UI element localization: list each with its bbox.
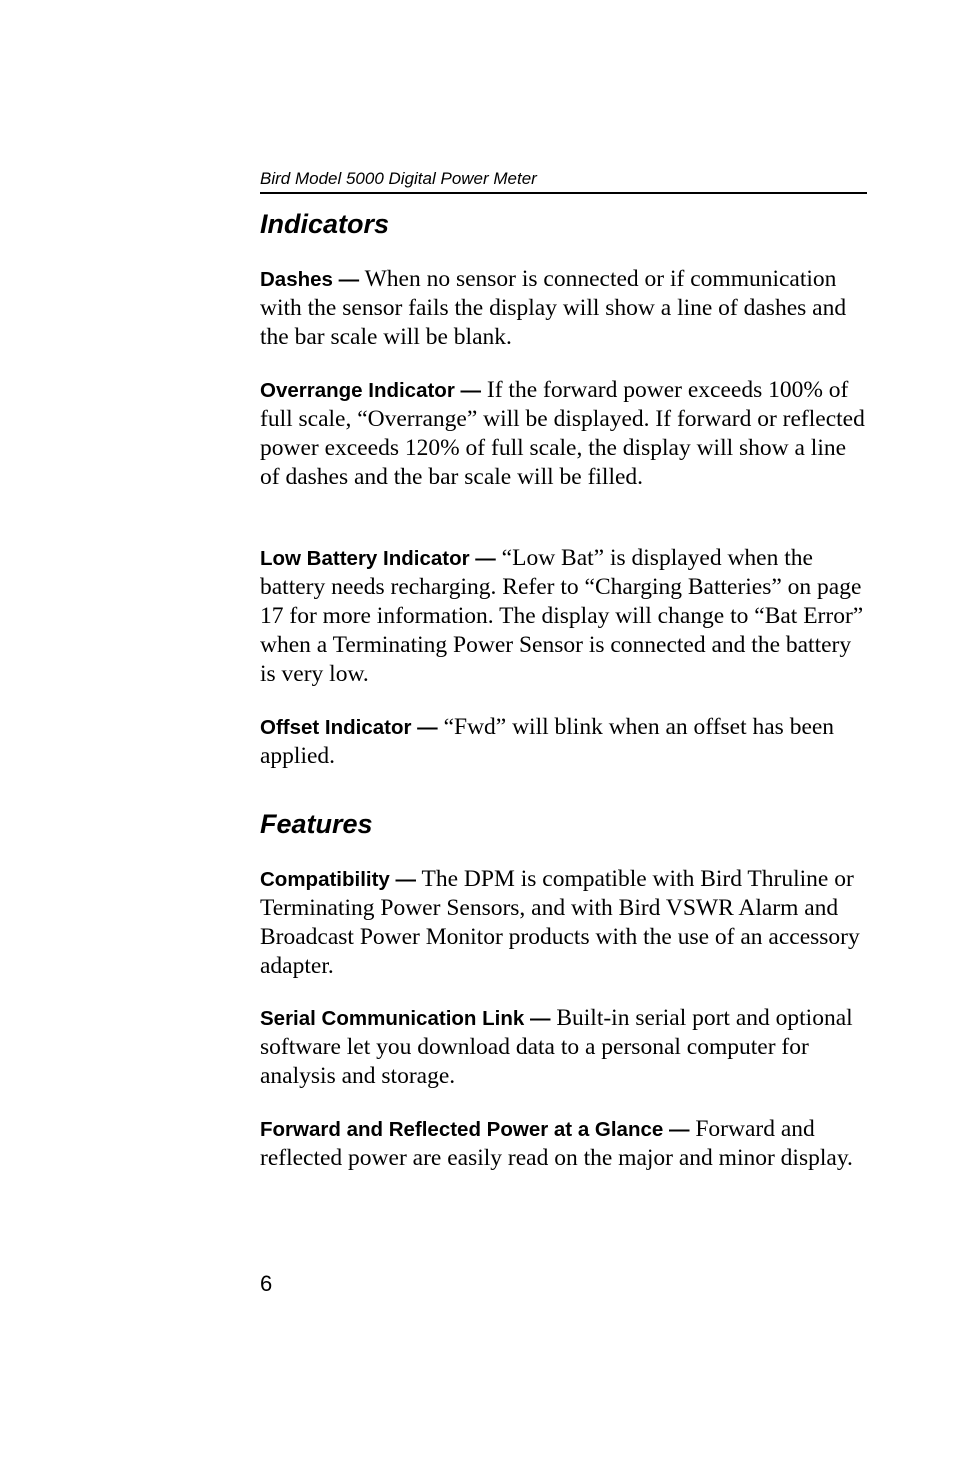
page-number: 6 [260,1271,273,1296]
entry-text: Forward and reflected power are easily read on the major and minor display. [260,1116,853,1171]
entry-serial-communication-link [260,1004,867,1091]
entry-text: “Low Bat” is displayed when the battery needs recharging. Refer to “Charging Batteries” on page 17 for more information. The display will change to “Bat Error” when a Terminating Power Sensor is connected and the battery is very low. [260,545,864,687]
entry-term: Offset Indicator — [260,716,438,739]
entry-low-battery-indicator [260,544,867,689]
running-header: Bird Model 5000 Digital Power Meter [260,168,867,194]
entry-term: Overrange Indicator — [260,379,482,402]
entry-text: If the forward power exceeds 100% of full scale, “Overrange” will be displayed. If forward or reflected power exceeds 120% of full scale, the display will show a line of dashes and the bar scale will be filled. [260,377,865,490]
section-title-indicators: Indicators [260,209,390,239]
entry-text: Built-in serial port and optional software let you download data to a personal computer for analysis and storage. [260,1005,853,1089]
entry-text: When no sensor is connected or if communication with the sensor fails the display will show a line of dashes and the bar scale will be blank. [260,266,847,350]
entry-term: Low Battery Indicator — [260,547,496,570]
entry-compatibility [260,865,867,981]
entry-term: Serial Communication Link — [260,1007,551,1030]
entry-term: Dashes — [260,268,360,291]
entry-offset-indicator [260,713,867,771]
entry-overrange-indicator [260,376,867,492]
entry-forward-reflected-power [260,1115,867,1173]
entry-term: Compatibility — [260,868,417,891]
entry-text: The DPM is compatible with Bird Thruline or Terminating Power Sensors, and with Bird VSWR Alarm and Broadcast Power Monitor products with the use of an accessory adapter. [260,866,860,979]
entry-term: Forward and Reflected Power at a Glance — [260,1118,690,1141]
entry-text: “Fwd” will blink when an offset has been applied. [260,714,835,769]
entry-dashes [260,265,867,352]
section-title-features: Features [260,809,373,839]
